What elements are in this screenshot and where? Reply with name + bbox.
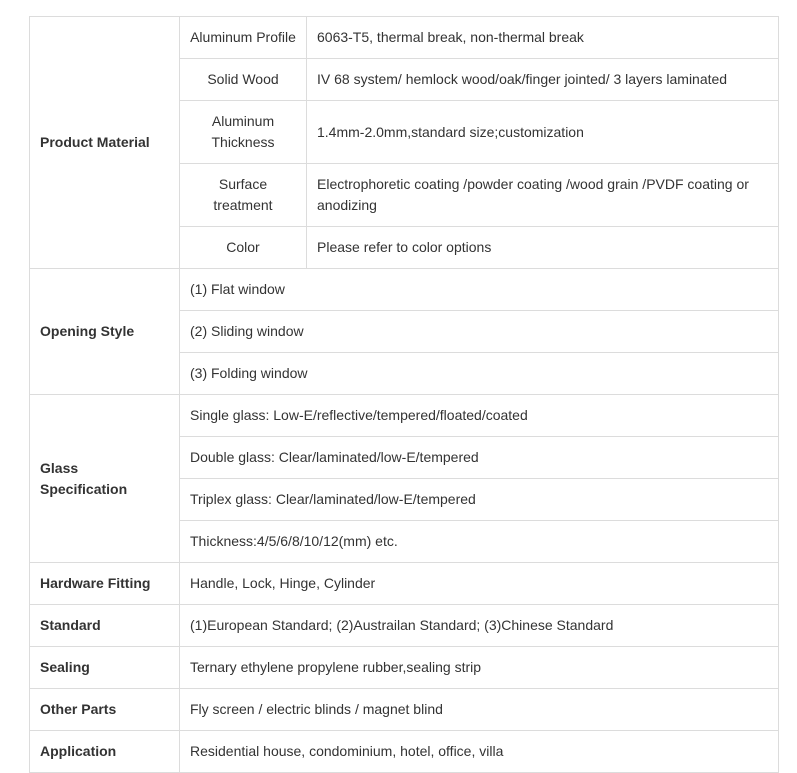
solid-wood-label: Solid Wood	[180, 59, 307, 101]
glass-specification-value: Single glass: Low-E/reflective/tempered/floated/coated	[180, 395, 779, 437]
solid-wood-value: IV 68 system/ hemlock wood/oak/finger jointed/ 3 layers laminated	[307, 59, 779, 101]
opening-style-value: (2) Sliding window	[180, 311, 779, 353]
table-row	[30, 605, 779, 647]
table-row	[30, 563, 779, 605]
table-row	[30, 269, 779, 311]
glass-specification-value: Triplex glass: Clear/laminated/low-E/tempered	[180, 479, 779, 521]
table-row	[30, 17, 779, 59]
other-parts-value: Fly screen / electric blinds / magnet blind	[180, 689, 779, 731]
specification-table	[29, 16, 779, 773]
product-material-label: Product Material	[30, 17, 180, 269]
color-value: Please refer to color options	[307, 227, 779, 269]
glass-specification-label-line1: Glass	[40, 459, 79, 476]
application-value: Residential house, condominium, hotel, office, villa	[180, 731, 779, 773]
sealing-label: Sealing	[30, 647, 180, 689]
hardware-fitting-label: Hardware Fitting	[30, 563, 180, 605]
opening-style-label: Opening Style	[30, 269, 180, 395]
table-row	[30, 395, 779, 437]
hardware-fitting-value: Handle, Lock, Hinge, Cylinder	[180, 563, 779, 605]
sealing-value: Ternary ethylene propylene rubber,sealing strip	[180, 647, 779, 689]
aluminum-thickness-label: Aluminum Thickness	[180, 101, 307, 164]
color-label: Color	[180, 227, 307, 269]
aluminum-profile-value: 6063-T5, thermal break, non-thermal break	[307, 17, 779, 59]
aluminum-thickness-value: 1.4mm-2.0mm,standard size;customization	[307, 101, 779, 164]
glass-specification-value: Thickness:4/5/6/8/10/12(mm) etc.	[180, 521, 779, 563]
standard-label: Standard	[30, 605, 180, 647]
other-parts-label: Other Parts	[30, 689, 180, 731]
table-row	[30, 647, 779, 689]
table-row	[30, 731, 779, 773]
surface-treatment-value: Electrophoretic coating /powder coating /wood grain /PVDF coating or anodizing	[307, 164, 779, 227]
standard-value: (1)European Standard; (2)Austrailan Standard; (3)Chinese Standard	[180, 605, 779, 647]
glass-specification-label-line2: Specification	[40, 480, 128, 497]
application-label: Application	[30, 731, 180, 773]
opening-style-value: (1) Flat window	[180, 269, 779, 311]
aluminum-profile-label: Aluminum Profile	[180, 17, 307, 59]
glass-specification-value: Double glass: Clear/laminated/low-E/tempered	[180, 437, 779, 479]
opening-style-value: (3) Folding window	[180, 353, 779, 395]
surface-treatment-label: Surface treatment	[180, 164, 307, 227]
table-row	[30, 689, 779, 731]
glass-specification-label	[30, 395, 180, 563]
